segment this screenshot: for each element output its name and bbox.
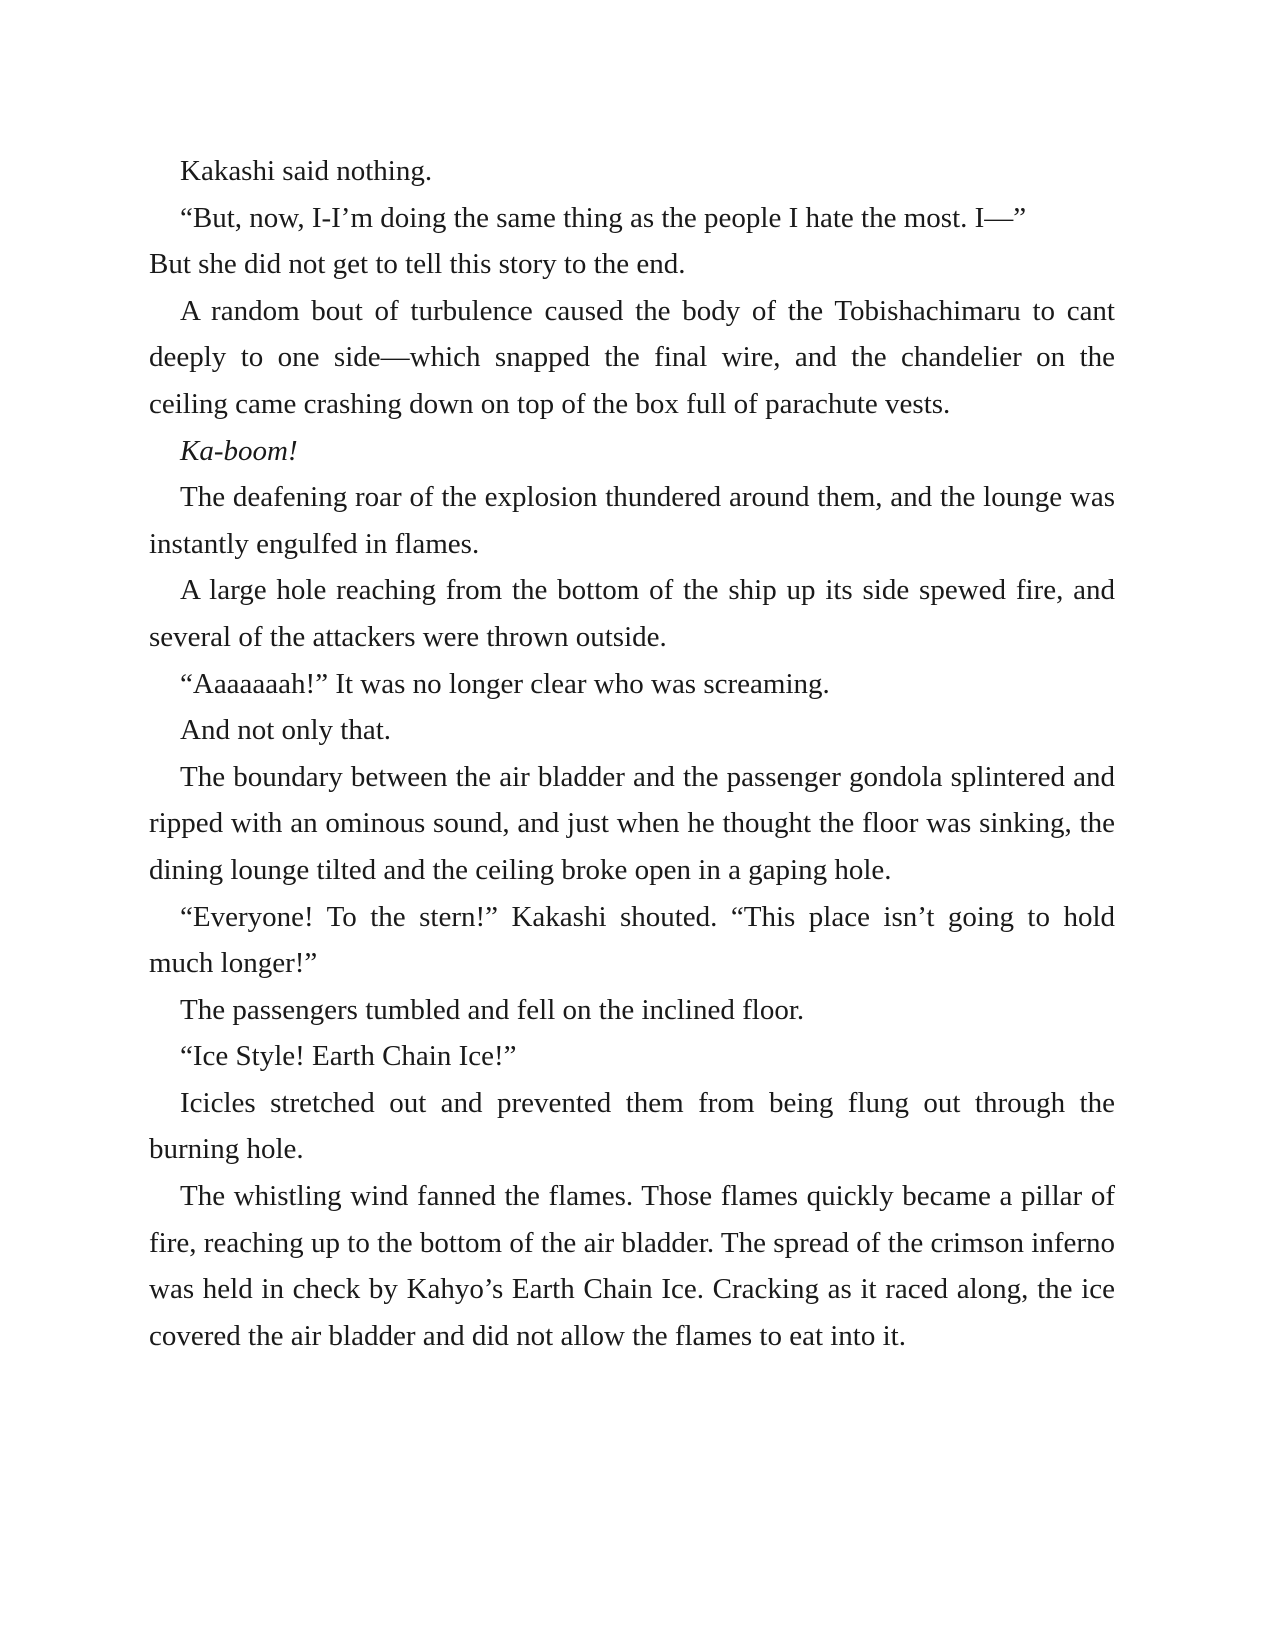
paragraph-italic-exclamation: Ka-boom! (180, 434, 298, 467)
paragraph: But she did not get to tell this story to the end. (149, 248, 686, 281)
paragraph: Kakashi said nothing. (180, 155, 433, 187)
paragraph: “Everyone! To the stern!” Kakashi shouted. “This place isn’t going to hold much longer!” (149, 900, 1115, 980)
paragraph: The deafening roar of the explosion thundered around them, and the lounge was instantly engulfed in flames. (149, 481, 1115, 560)
paragraph: The boundary between the air bladder and the passenger gondola splintered and ripped with an ominous sound, and just when he thought the floor was sinking, the dining lounge tilted and the ceiling broke open in a gaping hole. (149, 760, 1115, 886)
paragraph: “But, now, I-I’m doing the same thing as the people I hate the most. I—” (180, 201, 1027, 234)
book-page-body (149, 148, 1115, 1359)
paragraph: The whistling wind fanned the flames. Those flames quickly became a pillar of fire, reaching up to the bottom of the air bladder. The spread of the crimson inferno was held in check by Kahyo’s Earth Chain Ice. Cracking as it raced along, the ice covered the air bladder and did not allow the flames to eat into it. (149, 1180, 1115, 1352)
paragraph: The passengers tumbled and fell on the inclined floor. (180, 993, 805, 1026)
paragraph: A random bout of turbulence caused the body of the Tobishachimaru to cant deeply to one side—which snapped the final wire, and the chandelier on the ceiling came crashing down on top of the box full of parachute vests. (149, 294, 1115, 420)
paragraph: “Aaaaaaah!” It was no longer clear who was screaming. (180, 667, 830, 700)
paragraph: Icicles stretched out and prevented them from being flung out through the burning hole. (149, 1086, 1115, 1166)
paragraph: A large hole reaching from the bottom of the ship up its side spewed fire, and several of the attackers were thrown outside. (149, 574, 1115, 653)
paragraph: “Ice Style! Earth Chain Ice!” (180, 1040, 517, 1073)
paragraph: And not only that. (180, 714, 392, 747)
